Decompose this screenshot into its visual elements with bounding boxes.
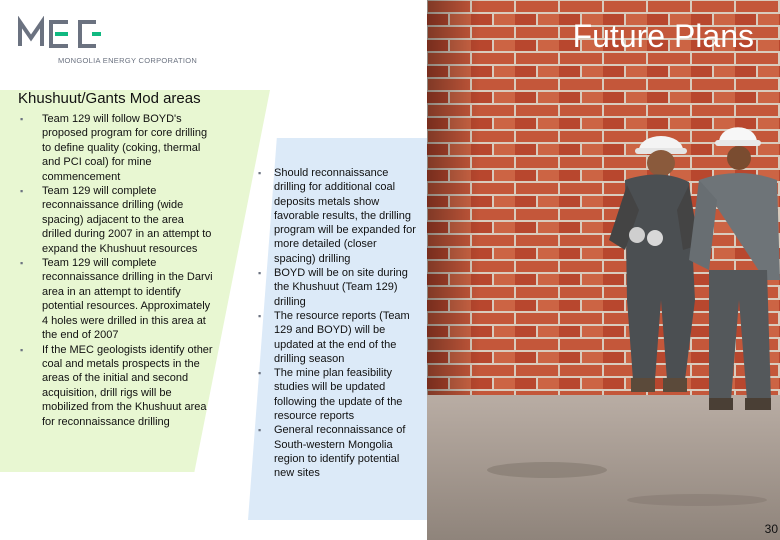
left-bullet-item: ▪ Team 129 will complete reconnaissance drilling in the Darvi area in an attempt to identify potential resources. Approximately 4 holes were drilled in this area at the end of 2007 (20, 256, 215, 342)
site-photo (427, 0, 780, 540)
right-bullet-item: ▪ The mine plan feasibility studies will be updated following the update of the resource reports (258, 366, 420, 423)
mec-logo-mark (18, 16, 108, 52)
right-bullet-item: ▪ BOYD will be on site during the Khushuut (Team 129) drilling (258, 266, 420, 309)
right-bullet-item: ▪ The resource reports (Team 129 and BOYD) will be updated at the end of the drilling season (258, 309, 420, 366)
left-bullet-list (20, 112, 215, 429)
left-bullet-item: ▪ Team 129 will follow BOYD's proposed program for core drilling to define quality (coking, thermal and PCI coal) for mine commencement (20, 112, 215, 184)
right-bullet-item: ▪ General reconnaissance of South-western Mongolia region to identify potential new sites (258, 423, 420, 480)
page-number: 30 (764, 522, 778, 536)
left-bullet-item: ▪ If the MEC geologists identify other coal and metals prospects in the areas of the initial and second acquisition, drill rigs will be mobilized from the Khushuut area for reconnaissance drilling (20, 343, 215, 429)
mec-logo (18, 16, 228, 72)
logo-tagline: MONGOLIA ENERGY CORPORATION (58, 56, 198, 65)
slide-title: Future Plans (572, 18, 754, 54)
section-heading: Khushuut/Gants Mod areas (18, 90, 201, 107)
right-bullet-item: ▪ Should reconnaissance drilling for additional coal deposits metals show favorable results, the drilling program will be expanded for more detailed (closer spacing) drilling (258, 166, 420, 266)
left-bullet-item: ▪ Team 129 will complete reconnaissance drilling (wide spacing) adjacent to the area drilled during 2007 in an attempt to expand the Khushuut resources (20, 184, 215, 256)
right-bullet-list (258, 166, 420, 481)
